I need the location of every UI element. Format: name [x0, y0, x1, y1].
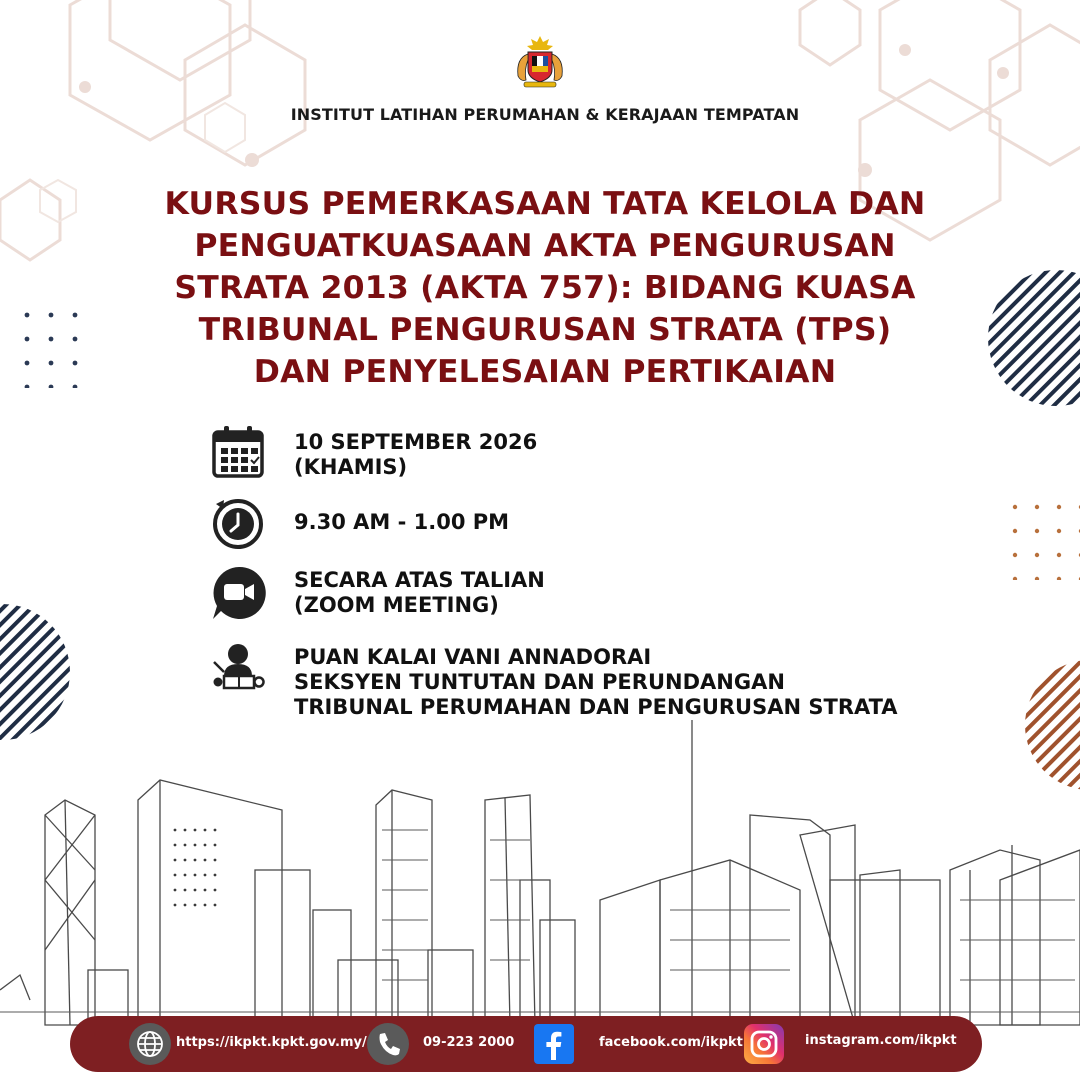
venue-text: SECARA ATAS TALIAN — [294, 568, 545, 592]
title-line: TRIBUNAL PENGURUSAN STRATA (TPS) — [198, 312, 892, 348]
time-text: 9.30 AM - 1.00 PM — [294, 510, 510, 534]
phone-text: 09-223 2000 — [423, 1035, 515, 1050]
day-text: (KHAMIS) — [294, 455, 408, 479]
globe-icon — [128, 1022, 172, 1066]
speaker-presenter-icon — [210, 642, 268, 700]
website-text: https://ikpkt.kpkt.gov.my/ — [176, 1035, 367, 1050]
speaker-section: SEKSYEN TUNTUTAN DAN PERUNDANGAN — [294, 670, 785, 694]
title-line: KURSUS PEMERKASAAN TATA KELOLA DAN — [164, 186, 926, 222]
calendar-icon — [210, 424, 268, 482]
instagram-icon — [744, 1024, 784, 1064]
phone-icon — [366, 1022, 410, 1066]
instagram-text: instagram.com/ikpkt — [805, 1033, 957, 1048]
date-text: 10 SEPTEMBER 2026 — [294, 430, 538, 454]
title-line: PENGUATKUASAAN AKTA PENGURUSAN — [194, 228, 896, 264]
venue-platform-text: (ZOOM MEETING) — [294, 593, 499, 617]
facebook-icon — [534, 1024, 574, 1064]
speaker-name: PUAN KALAI VANI ANNADORAI — [294, 645, 652, 669]
title-line: STRATA 2013 (AKTA 757): BIDANG KUASA — [174, 270, 916, 306]
speaker-organization: TRIBUNAL PERUMAHAN DAN PENGURUSAN STRATA — [294, 695, 898, 719]
malaysia-coat-of-arms-icon — [510, 32, 570, 92]
clock-icon — [210, 494, 268, 552]
video-camera-icon — [210, 564, 268, 622]
facebook-text: facebook.com/ikpkt — [599, 1035, 743, 1050]
title-line: DAN PENYELESAIAN PERTIKAIAN — [253, 354, 837, 390]
institute-name: INSTITUT LATIHAN PERUMAHAN & KERAJAAN TEMPATAN — [290, 105, 800, 124]
event-title — [60, 183, 1030, 393]
